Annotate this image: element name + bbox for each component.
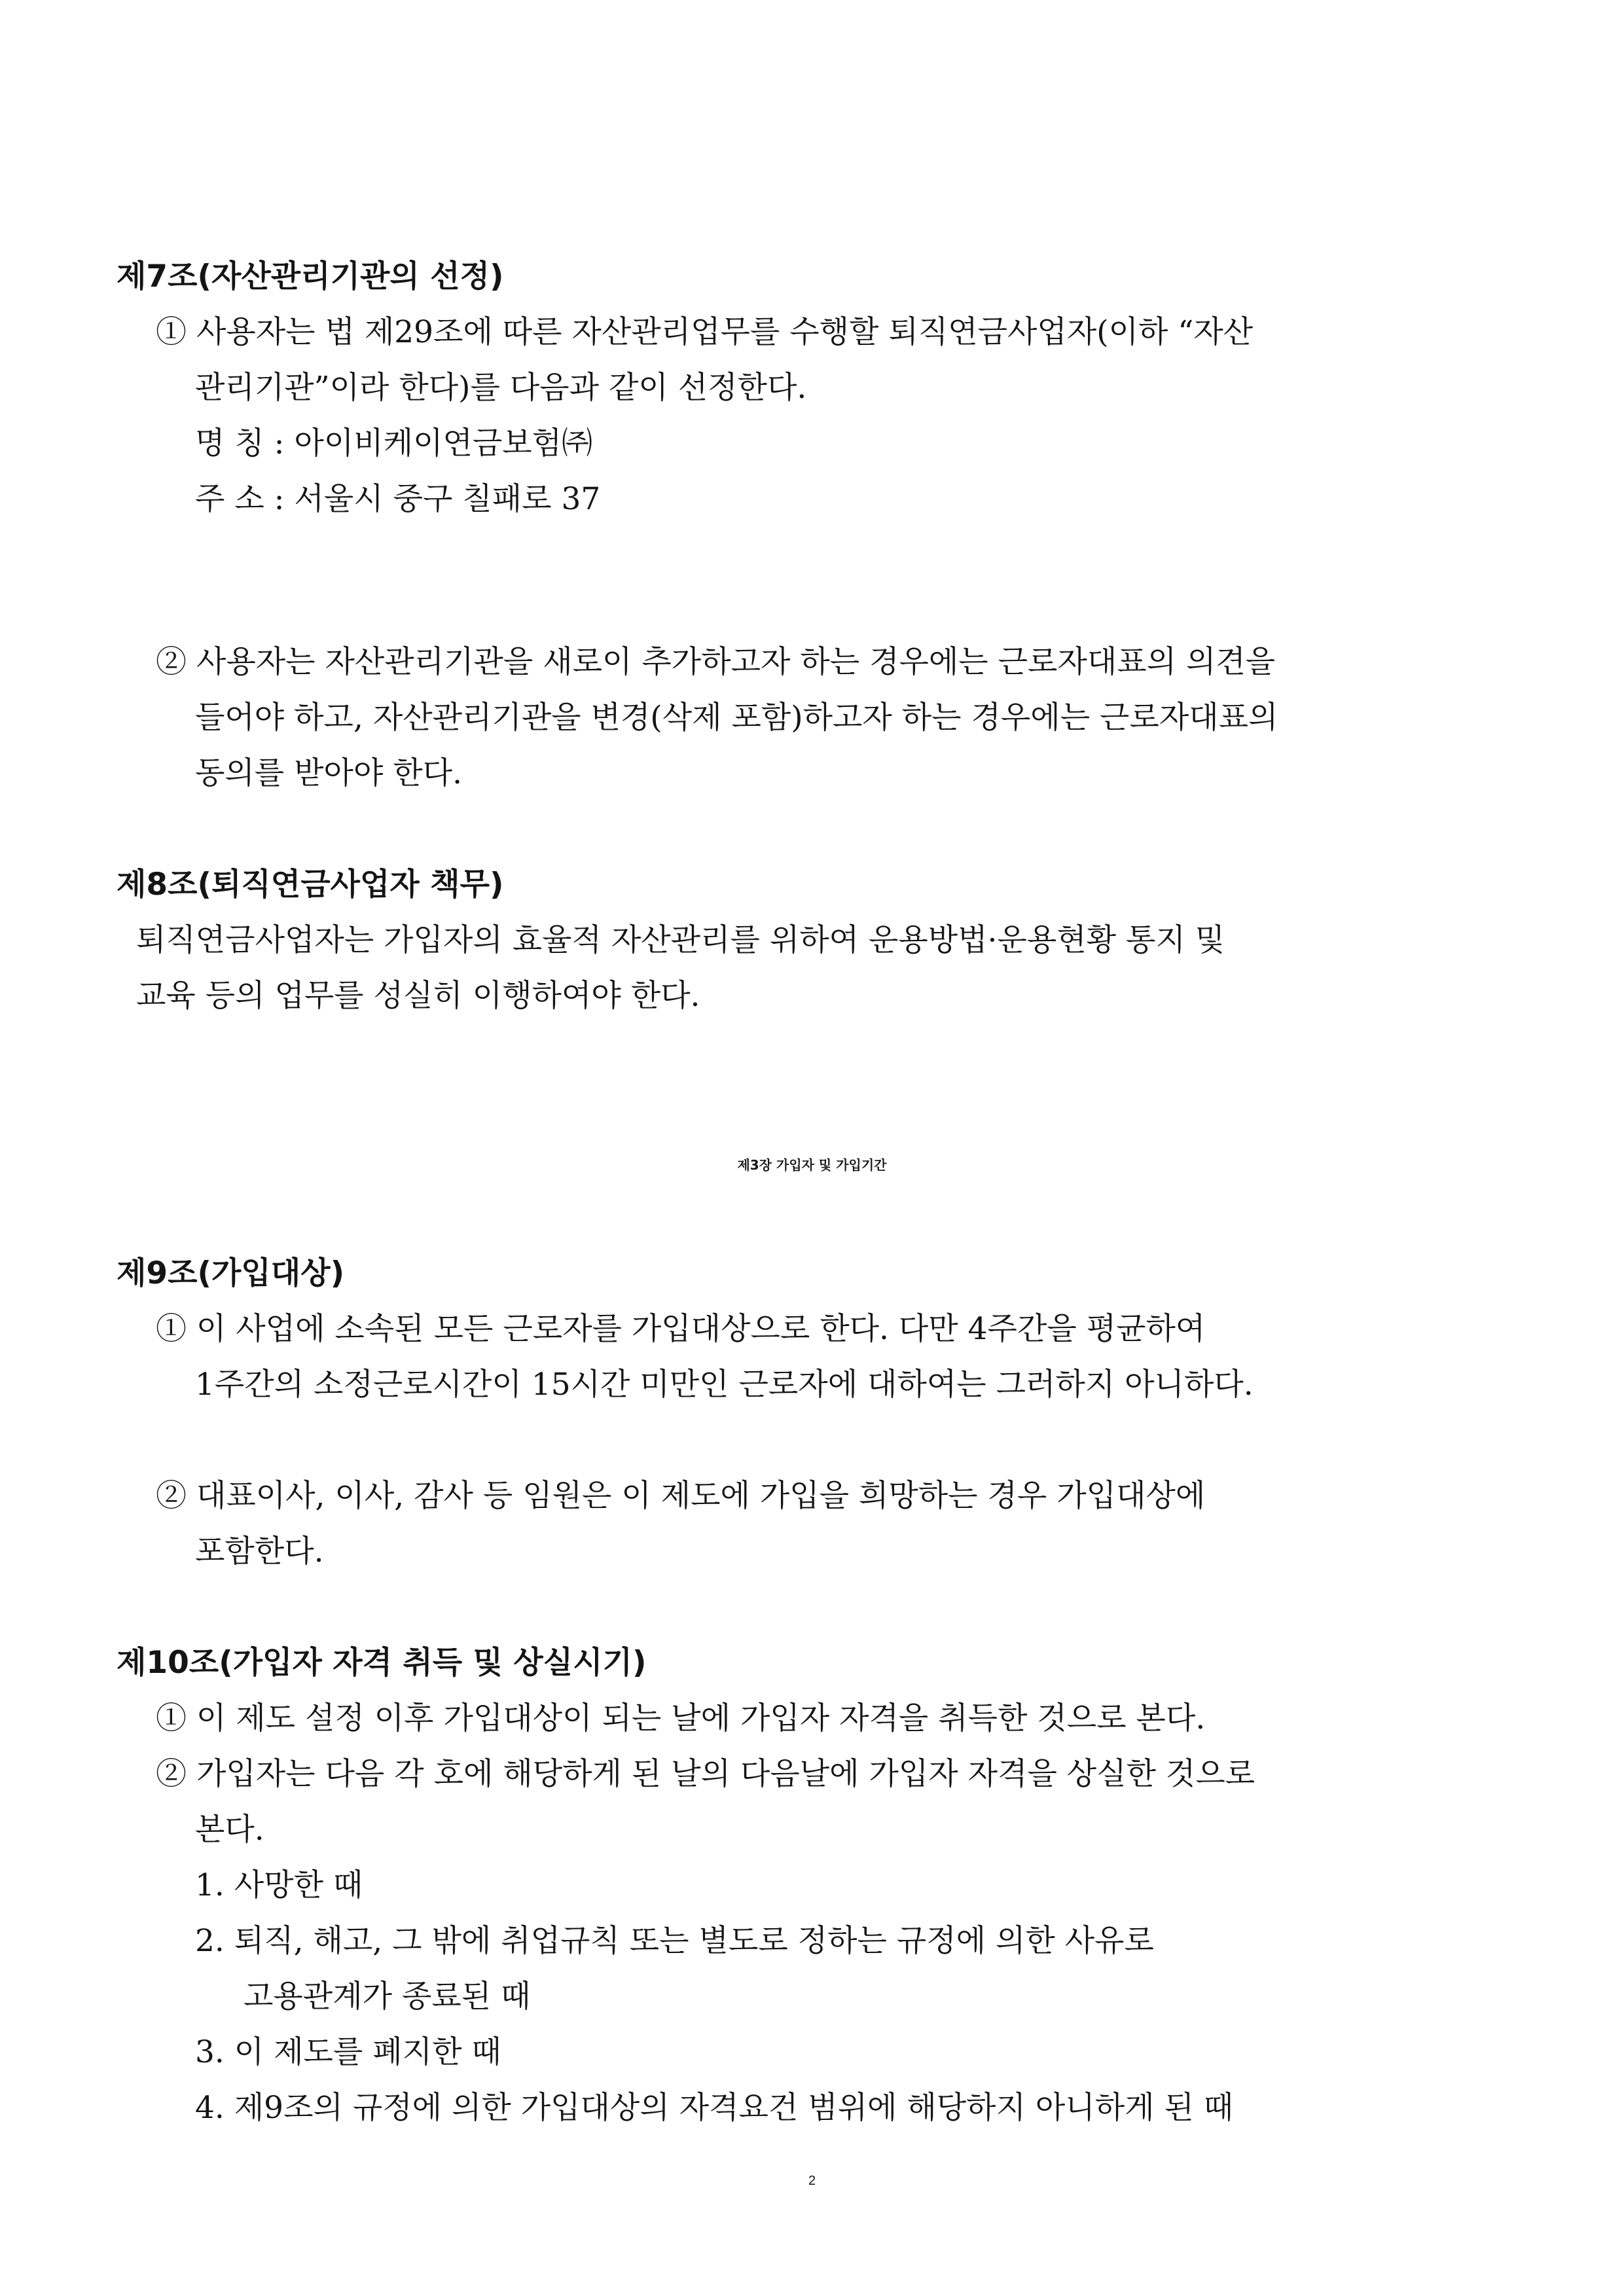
article-10-item-4: 4. 제9조의 규정에 의한 가입대상의 자격요건 범위에 해당하지 아니하게 된 때 [195,2090,1234,2126]
article-10-item-3: 3. 이 제도를 폐지한 때 [195,2034,501,2070]
article-7-para-2-line-3: 동의를 받아야 한다. [195,755,463,791]
article-10-para-1: ① 이 제도 설정 이후 가입대상이 되는 날에 가입자 자격을 취득한 것으로 본다. [156,1700,1206,1736]
article-10-item-1: 1. 사망한 때 [195,1867,363,1903]
article-7-para-2-line-1: ② 사용자는 자산관리기관을 새로이 추가하고자 하는 경우에는 근로자대표의 의견을 [156,644,1276,680]
article-10-para-2-line-2: 본다. [195,1812,264,1848]
article-7-para-1-line-2: 관리기관”이라 한다)를 다음과 같이 선정한다. [195,370,807,406]
article-8-line-2: 교육 등의 업무를 성실히 이행하여야 한다. [136,978,700,1014]
article-7-name-line: 명 칭 : 아이비케이연금보험㈜ [195,425,593,461]
article-7-para-2-line-2: 들어야 하고, 자산관리기관을 변경(삭제 포함)하고자 하는 경우에는 근로자대표의 [195,700,1278,736]
article-10-item-2-line-1: 2. 퇴직, 해고, 그 밖에 취업규칙 또는 별도로 정하는 규정에 의한 사유로 [195,1923,1154,1959]
article-7-para-1-line-1: ① 사용자는 법 제29조에 따른 자산관리업무를 수행할 퇴직연금사업자(이하 “자산 [156,314,1254,350]
page-number: 2 [808,2174,816,2188]
article-9-para-2-line-2: 포함한다. [195,1534,324,1570]
article-9-para-1-line-1: ① 이 사업에 소속된 모든 근로자를 가입대상으로 한다. 다만 4주간을 평균하여 [156,1311,1206,1347]
article-10-item-2-line-2: 고용관계가 종료된 때 [244,1979,531,2015]
article-7-heading: 제7조(자산관리기관의 선정) [117,259,504,295]
chapter-3-title: 제3장 가입자 및 가입기간 [737,1157,887,1173]
article-9-para-1-line-2: 1주간의 소정근로시간이 15시간 미만인 근로자에 대하여는 그러하지 아니하다. [195,1367,1254,1403]
article-10-heading: 제10조(가입자 자격 취득 및 상실시기) [117,1645,647,1681]
article-10-para-2-line-1: ② 가입자는 다음 각 호에 해당하게 된 날의 다음날에 가입자 자격을 상실한 것으로 [156,1756,1255,1792]
article-8-line-1: 퇴직연금사업자는 가입자의 효율적 자산관리를 위하여 운용방법·운용현황 통지 및 [136,922,1225,958]
article-8-heading: 제8조(퇴직연금사업자 책무) [117,867,504,903]
article-7-address-line: 주 소 : 서울시 중구 칠패로 37 [195,481,601,517]
article-9-para-2-line-1: ② 대표이사, 이사, 감사 등 임원은 이 제도에 가입을 희망하는 경우 가입대상에 [156,1478,1206,1514]
article-9-heading: 제9조(가입대상) [117,1255,345,1291]
